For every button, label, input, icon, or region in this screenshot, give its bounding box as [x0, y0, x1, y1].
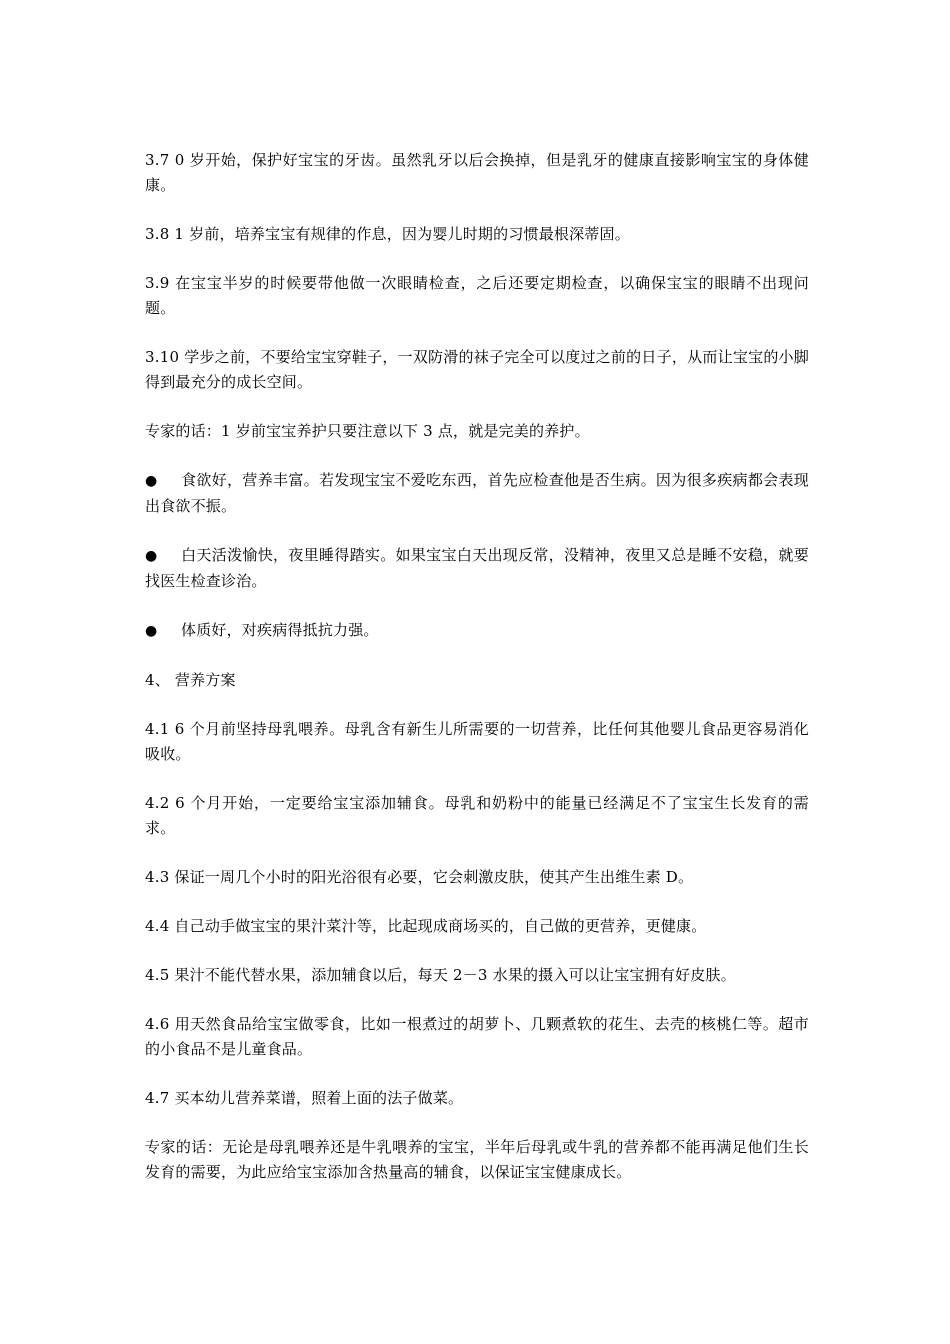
paragraph-4-2: 4.2 6 个月开始，一定要给宝宝添加辅食。母乳和奶粉中的能量已经满足不了宝宝生长发育的需求。: [145, 794, 809, 837]
bullet-item-sleep: [145, 543, 809, 594]
paragraph-4-1: 4.1 6 个月前坚持母乳喂养。母乳含有新生儿所需要的一切营养，比任何其他婴儿食品更容易消化吸收。: [145, 720, 809, 763]
paragraph-4-7: 4.7 买本幼儿营养菜谱，照着上面的法子做菜。: [145, 1089, 464, 1107]
expert-note-2: 专家的话：无论是母乳喂养还是牛乳喂养的宝宝，半年后母乳或牛乳的营养都不能再满足他们生长发育的需要，为此应给宝宝添加含热量高的辅食，以保证宝宝健康成长。: [145, 1138, 809, 1181]
bullet-icon: ●: [145, 473, 158, 489]
paragraph-3-9: 3.9 在宝宝半岁的时候要带他做一次眼睛检查，之后还要定期检查，以确保宝宝的眼睛不出现问题。: [145, 274, 809, 317]
bullet-text: 体质好，对疾病得抵抗力强。: [181, 621, 379, 639]
bullet-text: 食欲好，营养丰富。若发现宝宝不爱吃东西，首先应检查他是否生病。因为很多疾病都会表现出食欲不振。: [145, 471, 809, 515]
bullet-text: 白天活泼愉快，夜里睡得踏实。如果宝宝白天出现反常，没精神，夜里又总是睡不安稳，就要找医生检查诊治。: [145, 546, 809, 590]
expert-note-1: 专家的话：1 岁前宝宝养护只要注意以下 3 点，就是完美的养护。: [145, 422, 590, 440]
paragraph-4-4: 4.4 自己动手做宝宝的果汁菜汁等，比起现成商场买的，自己做的更营养，更健康。: [145, 917, 707, 935]
bullet-icon: ●: [145, 623, 158, 639]
paragraph-3-10: 3.10 学步之前，不要给宝宝穿鞋子，一双防滑的袜子完全可以度过之前的日子，从而让宝宝的小脚得到最充分的成长空间。: [145, 348, 809, 391]
document-page: [145, 148, 809, 1209]
paragraph-4-5: 4.5 果汁不能代替水果，添加辅食以后，每天 2－3 水果的摄入可以让宝宝拥有好皮肤。: [145, 966, 736, 984]
section-heading-nutrition: 4、 营养方案: [145, 671, 236, 689]
bullet-item-health: [145, 618, 809, 644]
paragraph-4-3: 4.3 保证一周几个小时的阳光浴很有必要，它会刺激皮肤，使其产生出维生素 D。: [145, 868, 694, 886]
paragraph-4-6: 4.6 用天然食品给宝宝做零食，比如一根煮过的胡萝卜、几颗煮软的花生、去壳的核桃仁等。超市的小食品不是儿童食品。: [145, 1015, 809, 1058]
paragraph-3-7: 3.7 0 岁开始，保护好宝宝的牙齿。虽然乳牙以后会换掉，但是乳牙的健康直接影响宝宝的身体健康。: [145, 151, 809, 194]
paragraph-3-8: 3.8 1 岁前，培养宝宝有规律的作息，因为婴儿时期的习惯最根深蒂固。: [145, 225, 630, 243]
bullet-item-appetite: [145, 468, 809, 519]
bullet-icon: ●: [145, 548, 158, 564]
